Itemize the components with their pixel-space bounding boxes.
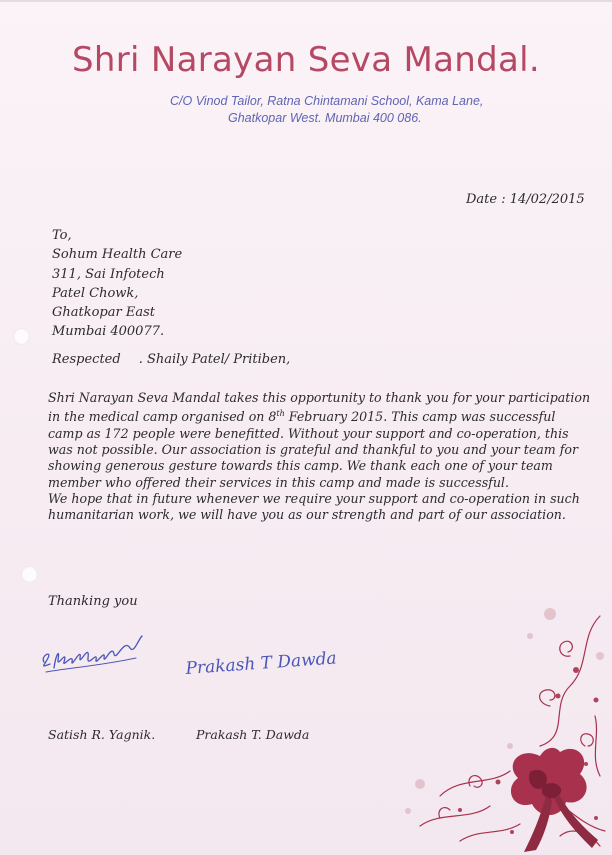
recipient-line: Mumbai 400077. (52, 324, 165, 340)
salutation (52, 352, 290, 367)
recipient-line: 311, Sai Infotech (52, 266, 165, 282)
closing-line: Thanking you (48, 594, 138, 609)
signature-prakash-text: Prakash T Dawda (184, 648, 338, 679)
address-line-1: C/O Vinod Tailor, Ratna Chintamani School, Kama Lane, (170, 94, 484, 108)
letter-body (48, 390, 593, 524)
body-paragraph-1-part-a: Shri Narayan Seva Mandal takes this opportunity to thank you for your participation in the medical camp organised on 8 (48, 390, 591, 425)
recipient-block (52, 226, 182, 342)
salutation-prefix: Respected (52, 352, 121, 367)
body-paragraph-1-part-b: February 2015. This camp was successful camp as 172 people were benefitted. Without your support and co-operation, this was not possible. Our association is grateful and thankful to you and your team for showing generous gesture towards this camp. We thank each one of your team member who offered their services in this camp and made is successful. (48, 409, 579, 490)
recipient-to: To, (52, 228, 72, 243)
recipient-line: Sohum Health Care (52, 247, 183, 263)
signature-prakash-dawda (184, 628, 364, 684)
floral-corner-ornament (400, 596, 612, 855)
recipient-line: Ghatkopar East (52, 305, 155, 321)
signatory-name-2: Prakash T. Dawda (196, 727, 310, 742)
address-line-2: Ghatkopar West. Mumbai 400 086. (228, 111, 422, 125)
recipient-line: Patel Chowk, (52, 285, 139, 301)
letter-date: Date : 14/02/2015 (466, 192, 585, 207)
body-paragraph-1 (48, 390, 593, 491)
punch-hole (21, 566, 38, 583)
punch-hole (13, 328, 30, 345)
signatory-name-1: Satish R. Yagnik. (48, 727, 156, 742)
organization-name: Shri Narayan Seva Mandal. (72, 40, 540, 80)
scan-edge (0, 0, 612, 2)
salutation-names: . Shaily Patel/ Pritiben, (138, 352, 291, 367)
ordinal-suffix: th (276, 409, 285, 419)
signature-satish-yagnik (38, 628, 150, 680)
body-paragraph-2: We hope that in future whenever we require your support and co-operation in such humanitarian work, we will have you as our strength and part of our association. (48, 490, 580, 523)
